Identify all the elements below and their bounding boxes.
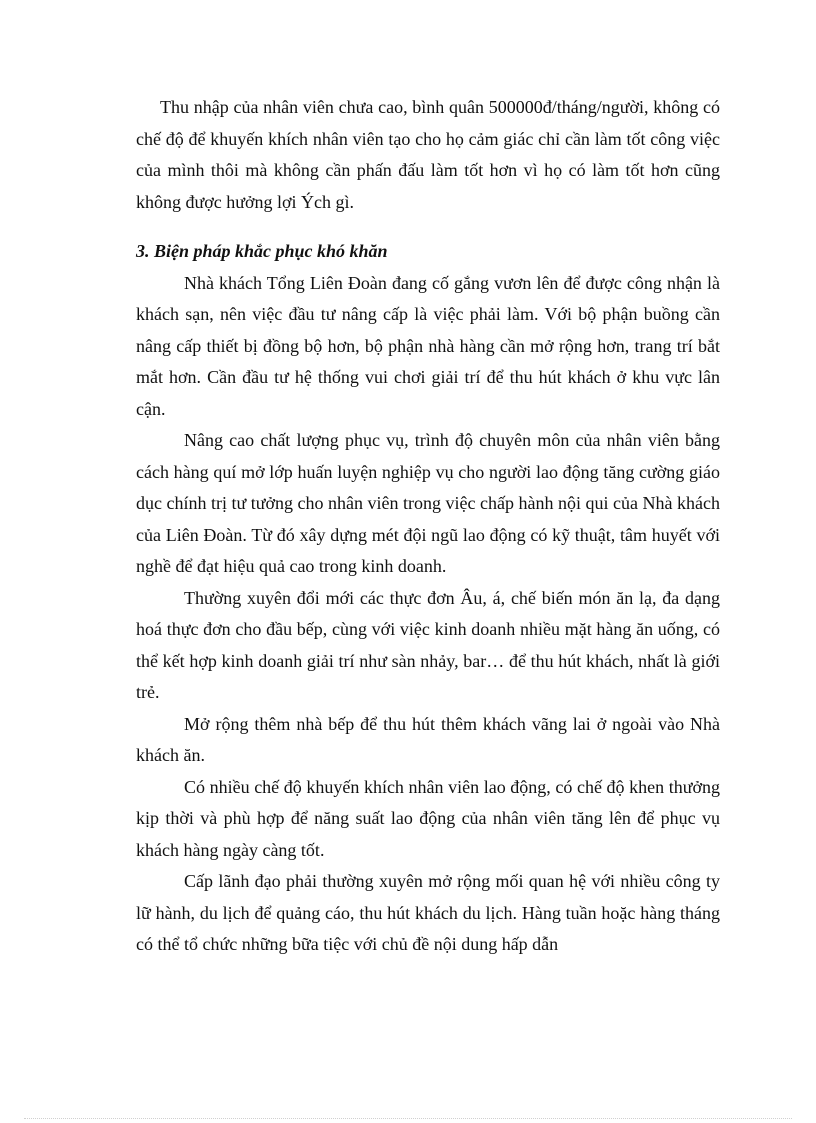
page-bottom-divider: [24, 1118, 792, 1119]
paragraph-upgrade: Nhà khách Tổng Liên Đoàn đang cố gắng vươn lên để được công nhận là khách sạn, nên việc đầu tư nâng cấp là việc phải làm. Với bộ phận buồng cần nâng cấp thiết bị đồng bộ hơn, bộ phận nhà hàng cần mở rộng hơn, trang trí bắt mắt hơn. Cần đầu tư hệ thống vui chơi giải trí để thu hút khách ở khu vực lân cận.: [136, 272, 720, 419]
paragraph-menu: Thường xuyên đổi mới các thực đơn Âu, á, chế biến món ăn lạ, đa dạng hoá thực đơn cho đầu bếp, cùng với việc kinh doanh nhiều mặt hàng ăn uống, có thể kết hợp kinh doanh giải trí như sàn nhảy, bar… để thu hút khách, nhất là giới trẻ.: [136, 587, 720, 702]
paragraph-kitchen: Mở rộng thêm nhà bếp để thu hút thêm khách vãng lai ở ngoài vào Nhà khách ăn.: [136, 713, 720, 765]
paragraph-leadership: Cấp lãnh đạo phải thường xuyên mở rộng mối quan hệ với nhiều công ty lữ hành, du lịch để quảng cáo, thu hút khách du lịch. Hàng tuần hoặc hàng tháng có thể tổ chức những bữa tiệc với chủ đề nội dung hấp dẫn: [136, 871, 720, 954]
page-content: [136, 92, 720, 961]
section-heading: 3. Biện pháp khắc phục khó khăn: [136, 241, 388, 261]
paragraph-income: Thu nhập của nhân viên chưa cao, bình quân 500000đ/tháng/người, không có chế độ để khuyến khích nhân viên tạo cho họ cảm giác chỉ cần làm tốt công việc của mình thôi mà không cần phấn đấu làm tốt hơn vì họ có làm tốt hơn cũng không được hưởng lợi Ých gì.: [136, 97, 720, 212]
paragraph-service-quality: Nâng cao chất lượng phục vụ, trình độ chuyên môn của nhân viên bằng cách hàng quí mở lớp huấn luyện nghiệp vụ cho người lao động tăng cường giáo dục chính trị tư tưởng cho nhân viên trong việc chấp hành nội qui của Nhà khách của Liên Đoàn. Từ đó xây dựng mét đội ngũ lao động có kỹ thuật, tâm huyết với nghề để đạt hiệu quả cao trong kinh doanh.: [136, 430, 720, 576]
paragraph-incentives: Có nhiều chế độ khuyến khích nhân viên lao động, có chế độ khen thưởng kịp thời và phù hợp để năng suất lao động của nhân viên tăng lên để phục vụ khách hàng ngày càng tốt.: [136, 776, 720, 860]
